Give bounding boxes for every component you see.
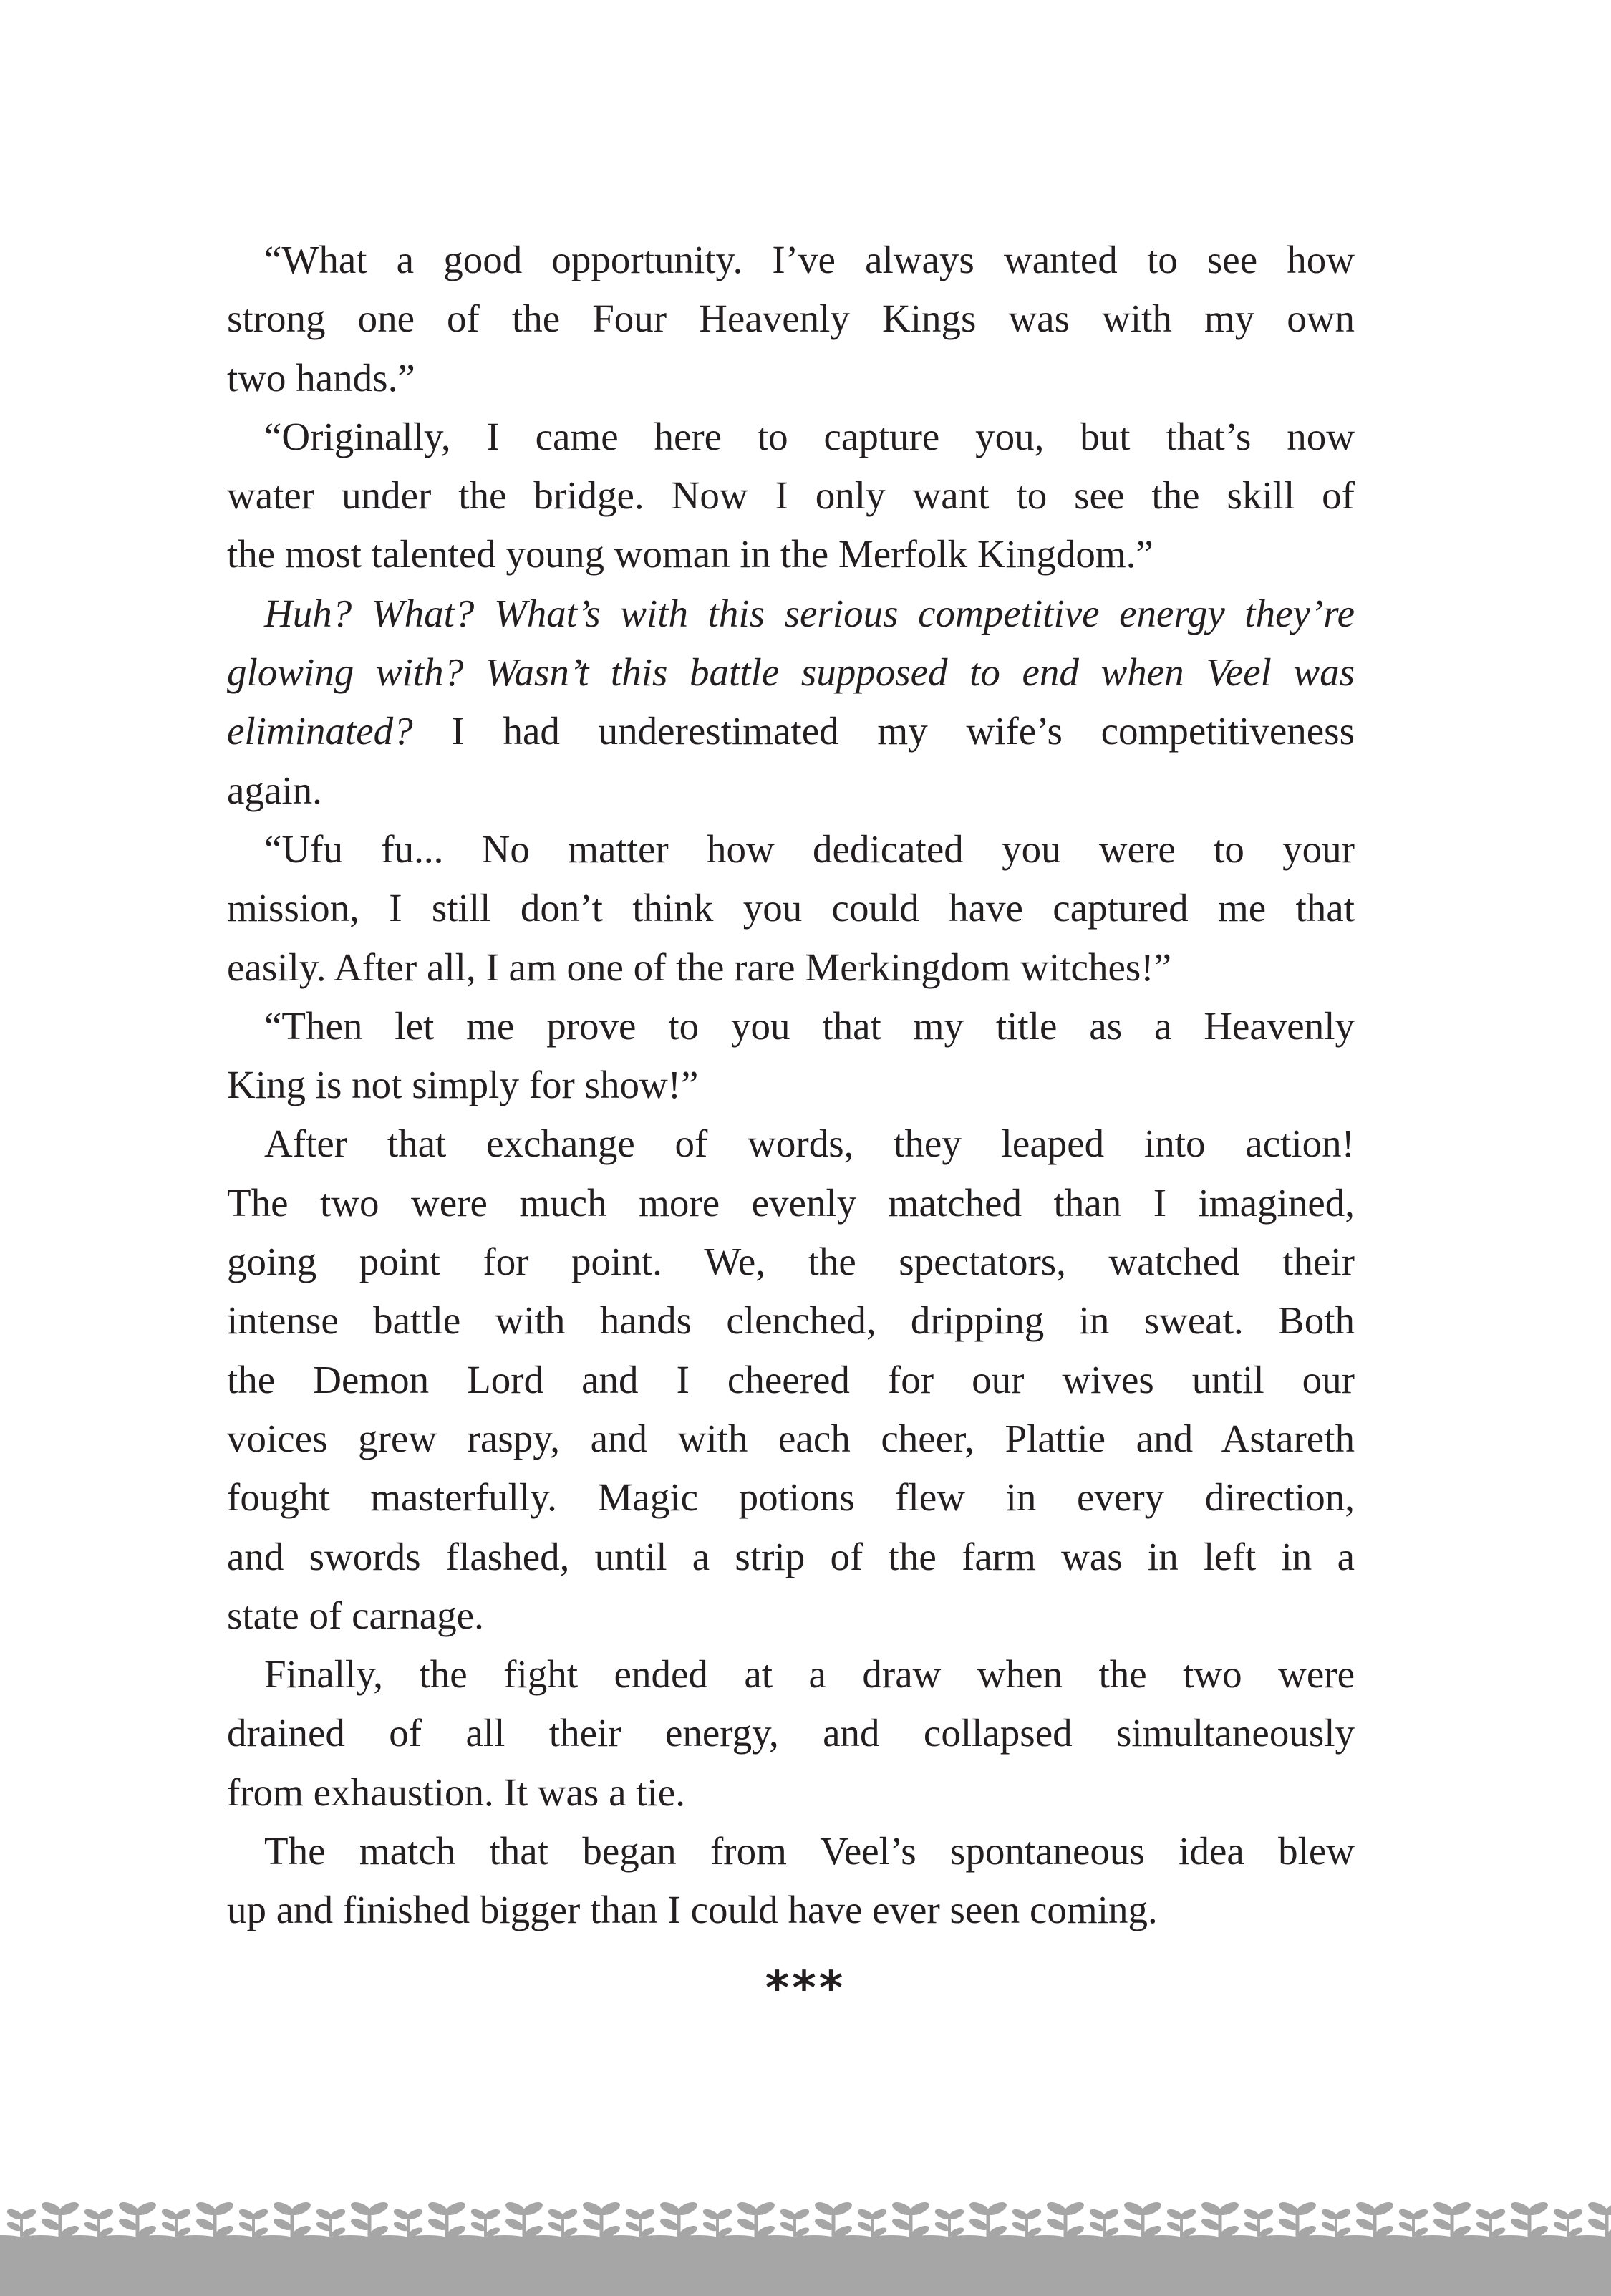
text-segment: “Ufu fu... No matter how dedicated you were to your: [264, 826, 1355, 871]
text-line: [227, 1645, 1355, 1704]
text-line: [227, 525, 1355, 584]
text-line: [227, 1822, 1355, 1881]
text-segment: drained of all their energy, and collapsed simultaneously: [227, 1711, 1355, 1755]
text-segment: from exhaustion. It was a tie.: [227, 1770, 685, 1814]
text-segment: and swords flashed, until a strip of the farm was in left in a: [227, 1534, 1355, 1578]
italic-text: glowing with? Wasn’t this battle supposed to end when Veel was: [227, 650, 1355, 695]
text-segment: water under the bridge. Now I only want to see the skill of: [227, 473, 1355, 518]
text-segment: up and finished bigger than I could have ever seen coming.: [227, 1888, 1158, 1932]
text-line: [227, 1763, 1355, 1822]
text-segment: state of carnage.: [227, 1593, 484, 1637]
text-line: [227, 1174, 1355, 1233]
text-line: [227, 289, 1355, 348]
text-segment: The match that began from Veel’s spontaneous idea blew: [264, 1829, 1355, 1873]
text-line: [227, 879, 1355, 937]
text-line: [227, 1291, 1355, 1350]
text-line: [227, 1881, 1355, 1939]
scene-break-separator: ***: [765, 1962, 846, 2015]
text-line: [227, 761, 1355, 820]
text-segment: I had underestimated my wife’s competitiveness: [412, 709, 1355, 753]
italic-text: Huh? What? What’s with this serious competitive energy they’re: [264, 591, 1355, 635]
text-segment: “What a good opportunity. I’ve always wanted to see how: [264, 238, 1355, 281]
text-line: [227, 1586, 1355, 1645]
text-line: [227, 820, 1355, 879]
text-line: [227, 349, 1355, 407]
text-segment: the most talented young woman in the Merfolk Kingdom.”: [227, 532, 1153, 577]
text-segment: two hands.”: [227, 355, 415, 400]
text-line: [227, 938, 1355, 997]
text-line: [227, 466, 1355, 525]
footer-band: [0, 2237, 1611, 2296]
text-segment: The two were much more evenly matched than I imagined,: [227, 1180, 1355, 1225]
text-segment: “Then let me prove to you that my title as a Heavenly: [264, 1003, 1355, 1048]
text-line: [227, 1233, 1355, 1291]
text-segment: mission, I still don’t think you could have captured me that: [227, 886, 1355, 930]
text-segment: “Originally, I came here to capture you, but that’s now: [264, 414, 1355, 458]
text-segment: voices grew raspy, and with each cheer, Plattie and Astareth: [227, 1416, 1355, 1460]
text-segment: Finally, the fight ended at a draw when the two were: [264, 1652, 1355, 1697]
text-line: [227, 1468, 1355, 1527]
text-line: [227, 643, 1355, 702]
text-segment: King is not simply for show!”: [227, 1063, 699, 1107]
text-line: [227, 702, 1355, 761]
text-segment: fought masterfully. Magic potions flew in every direction,: [227, 1475, 1355, 1520]
text-segment: again.: [227, 768, 322, 812]
text-line: [227, 997, 1355, 1056]
text-segment: the Demon Lord and I cheered for our wives until our: [227, 1357, 1355, 1402]
italic-text: eliminated?: [227, 709, 413, 753]
text-line: [227, 1056, 1355, 1114]
text-line: [227, 1704, 1355, 1762]
text-line: [227, 1351, 1355, 1409]
body-text: [227, 231, 1355, 1940]
text-line: [227, 584, 1355, 643]
text-segment: intense battle with hands clenched, dripping in sweat. Both: [227, 1298, 1355, 1343]
text-segment: going point for point. We, the spectators, watched their: [227, 1240, 1355, 1284]
text-line: [227, 1528, 1355, 1586]
text-line: [227, 1114, 1355, 1173]
text-segment: After that exchange of words, they leaped into action!: [264, 1122, 1355, 1166]
sprout-border-decoration: [0, 2191, 1611, 2296]
text-line: [227, 231, 1355, 289]
text-segment: strong one of the Four Heavenly Kings was with my own: [227, 296, 1355, 341]
text-line: [227, 407, 1355, 466]
text-line: [227, 1409, 1355, 1468]
text-segment: easily. After all, I am one of the rare Merkingdom witches!”: [227, 945, 1172, 989]
